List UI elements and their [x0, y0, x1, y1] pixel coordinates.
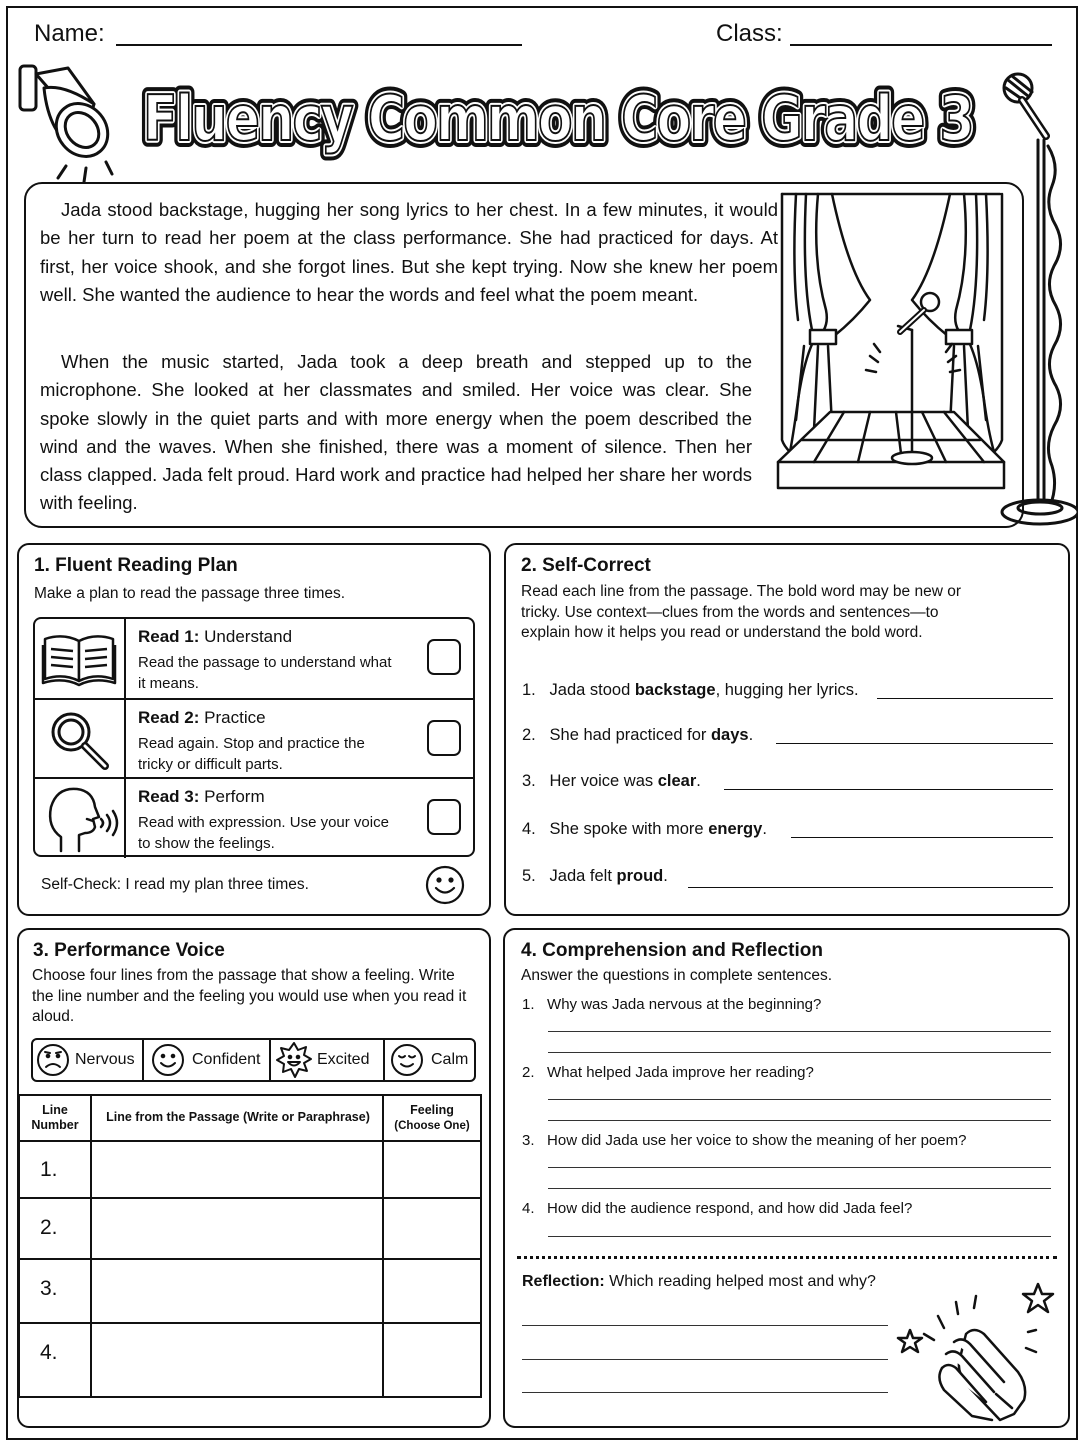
passage-paragraph-1: Jada stood backstage, hugging her song lyrics to her chest. In a few minutes, it would be her turn to read her poem at the class performance. She had practiced for days. At first, her voice shook, and she forgot lines. But she kept trying. Now she knew her poem well. She wanted the audience to hear the words and feel what the poem meant. [40, 199, 778, 305]
table-row-number: 4. [40, 1341, 58, 1364]
section4-title: 4. Comprehension and Reflection [521, 940, 823, 961]
answer-line[interactable] [877, 698, 1053, 699]
question-3: 3. How did Jada use her voice to show the meaning of her poem? [522, 1132, 967, 1149]
speaking-head-icon [35, 779, 124, 858]
section1-subtitle: Make a plan to read the passage three times. [34, 585, 346, 602]
table-row-number: 2. [40, 1216, 58, 1239]
plan-row-title: Read 1: Understand [138, 627, 293, 646]
table-row-number: 3. [40, 1277, 58, 1300]
dotted-divider [517, 1256, 1057, 1259]
name-label: Name: [34, 20, 105, 47]
plan-row-read-1 [35, 619, 473, 698]
answer-line[interactable] [724, 789, 1053, 790]
plan-row-title: Read 3: Perform [138, 787, 265, 806]
table-header-feeling: Feeling (Choose One) [394, 1103, 470, 1132]
section2-title: 2. Self-Correct [521, 555, 651, 576]
svg-text:Fluency Common Core Grade 3: Fluency Common Core Grade 3 [143, 82, 973, 155]
class-line[interactable] [790, 44, 1052, 46]
table-row-number: 1. [40, 1158, 58, 1181]
plan-row-desc: Read again. Stop and practice the tricky or difficult parts. [138, 735, 365, 773]
plan-row-read-2 [35, 698, 473, 779]
reflection-line[interactable] [522, 1392, 888, 1393]
answer-line[interactable] [548, 1052, 1051, 1053]
reading-plan-table [33, 617, 475, 857]
self-check-text: Self-Check: I read my plan three times. [41, 876, 309, 893]
read-3-checkbox[interactable] [427, 799, 461, 835]
feelings-bar [31, 1038, 476, 1082]
feeling-calm[interactable]: Calm [383, 1040, 476, 1080]
calm-face-icon [389, 1042, 425, 1078]
answer-line[interactable] [548, 1236, 1051, 1237]
svg-text:Fluency Common Core Grade 3: Fluency Common Core Grade 3 [143, 82, 973, 155]
plan-row-icon-cell [35, 779, 126, 858]
answer-line[interactable] [548, 1188, 1051, 1189]
question-2: 2. What helped Jada improve her reading? [522, 1064, 814, 1081]
page-title [130, 62, 990, 172]
answer-line[interactable] [548, 1031, 1051, 1032]
name-line[interactable] [116, 44, 522, 46]
smile-face-icon [424, 864, 466, 906]
question-4: 4. How did the audience respond, and how did Jada feel? [522, 1200, 913, 1217]
passage-paragraph-2: When the music started, Jada took a deep breath and stepped up to the microphone. She looked at her classmates and smiled. Her voice was clear. She spoke slowly in the quiet parts and with more energy when the poem described the wind and the waves. When she finished, there was a moment of silence. Then her class clapped. Jada felt proud. Hard work and practice had helped her share her words with feeling. [40, 351, 752, 514]
plan-row-title: Read 2: Practice [138, 708, 266, 727]
answer-line[interactable] [548, 1120, 1051, 1121]
section4-subtitle: Answer the questions in complete sentences. [521, 967, 833, 984]
sad-face-icon [35, 1042, 71, 1078]
section3-title: 3. Performance Voice [33, 940, 225, 961]
plan-row-icon-cell [35, 700, 126, 779]
clapping-hands-icon [896, 1274, 1058, 1424]
magnifying-glass-icon [35, 700, 124, 779]
performance-table [18, 1094, 482, 1398]
excited-face-icon [275, 1041, 313, 1079]
feeling-confident[interactable]: Confident [142, 1040, 271, 1080]
answer-line[interactable] [791, 837, 1053, 838]
plan-row-icon-cell [35, 619, 126, 698]
self-correct-item-3: 3. Her voice was clear. [522, 772, 701, 790]
answer-line[interactable] [688, 887, 1053, 888]
read-2-checkbox[interactable] [427, 720, 461, 756]
spotlight-icon [14, 54, 130, 184]
section2-instructions: Read each line from the passage. The bold word may be new or tricky. Use context—clues from the words and sentences—to explain how it helps you read or understand the bold word. [521, 583, 961, 641]
self-correct-item-5: 5. Jada felt proud. [522, 867, 668, 885]
read-1-checkbox[interactable] [427, 639, 461, 675]
self-correct-item-4: 4. She spoke with more energy. [522, 820, 767, 838]
smile-face-icon [150, 1042, 186, 1078]
class-label: Class: [716, 20, 783, 47]
section3-instructions: Choose four lines from the passage that show a feeling. Write the line number and the feeling you would use when you read it aloud. [32, 967, 467, 1025]
section1-title: 1. Fluent Reading Plan [34, 555, 238, 576]
answer-line[interactable] [776, 743, 1053, 744]
answer-line[interactable] [548, 1167, 1051, 1168]
stage-curtain-illustration [774, 190, 1008, 496]
self-correct-item-1: 1. Jada stood backstage, hugging her lyrics. [522, 681, 859, 699]
reflection-line[interactable] [522, 1325, 888, 1326]
table-header-line: Line from the Passage (Write or Paraphrase) [106, 1110, 370, 1124]
feeling-excited[interactable]: Excited [269, 1040, 385, 1080]
reflection-prompt: Reflection: Which reading helped most and why? [522, 1273, 876, 1290]
plan-row-desc: Read the passage to understand what it means. [138, 654, 392, 692]
answer-line[interactable] [548, 1099, 1051, 1100]
plan-row-desc: Read with expression. Use your voice to show the feelings. [138, 814, 389, 852]
plan-row-read-3 [35, 777, 473, 858]
svg-text:Fluency Common Core Grade 3: Fluency Common Core Grade 3 [143, 82, 973, 155]
table-header-line-number: Line Number [31, 1103, 79, 1132]
self-correct-item-2: 2. She had practiced for days. [522, 726, 754, 744]
reflection-line[interactable] [522, 1359, 888, 1360]
open-book-icon [35, 619, 124, 698]
feeling-nervous[interactable]: Nervous [33, 1040, 142, 1080]
question-1: 1. Why was Jada nervous at the beginning? [522, 996, 822, 1013]
